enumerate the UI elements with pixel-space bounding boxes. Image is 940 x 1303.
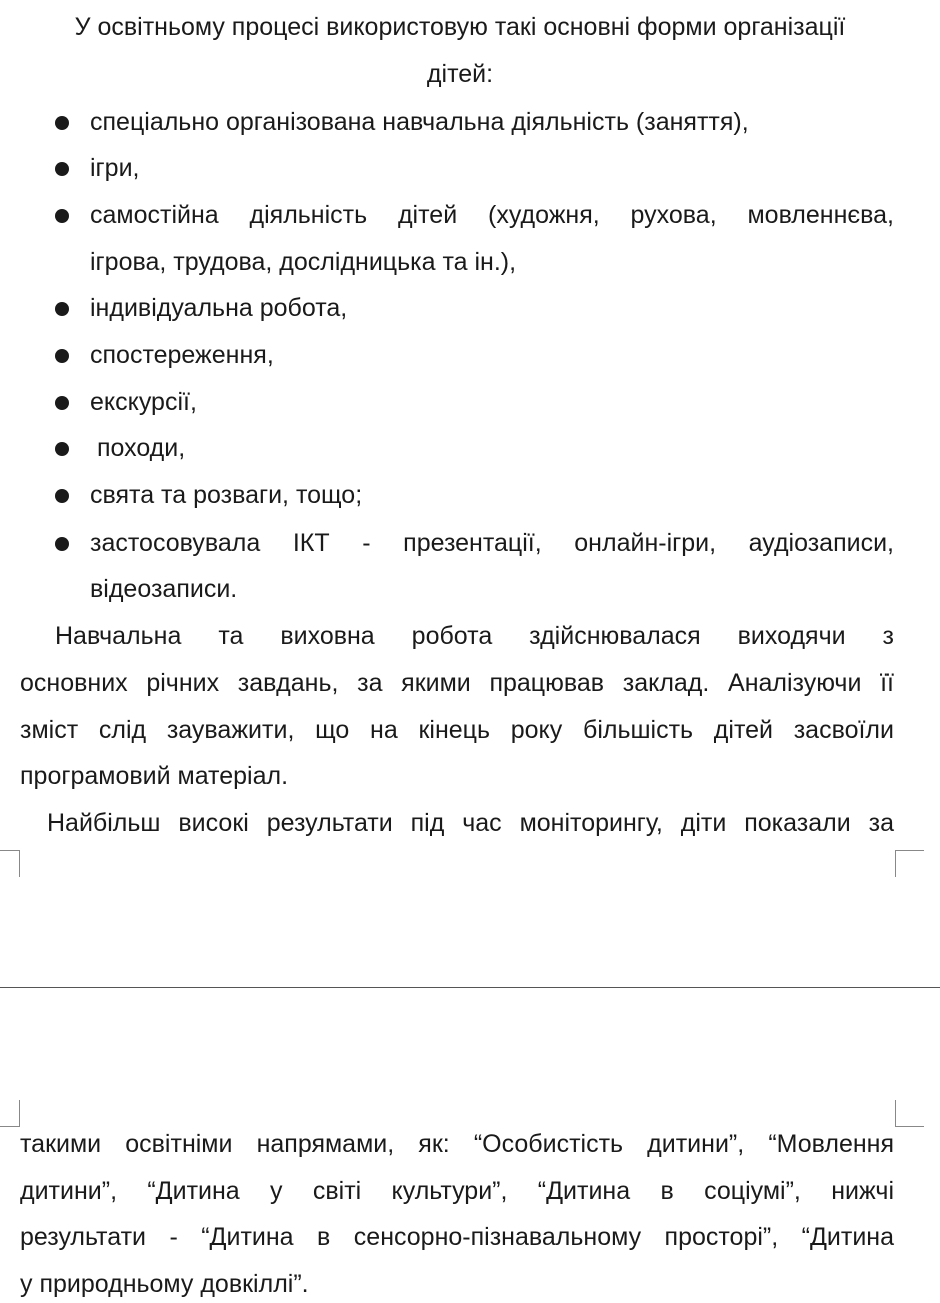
- list-item-text: ігри,: [90, 154, 140, 182]
- list-item-text-continued: ігрова, трудова, дослідницька та ін.),: [90, 248, 517, 276]
- bullet-icon: [55, 396, 69, 410]
- list-item-text: застосовувала ІКТ - презентації, онлайн-ігри, аудіозаписи,: [90, 529, 894, 557]
- bullet-icon: [55, 537, 69, 551]
- list-item-text: походи,: [90, 434, 186, 462]
- paragraph-line: результати - “Дитина в сенсорно-пізнавальному просторі”, “Дитина: [20, 1223, 894, 1251]
- list-item-text: екскурсії,: [90, 388, 197, 416]
- paragraph-line: зміст слід зауважити, що на кінець року більшість дітей засвоїли: [20, 716, 894, 744]
- bullet-icon: [55, 349, 69, 363]
- list-item-text-continued: відеозаписи.: [90, 575, 238, 603]
- page-corner-mark: [895, 1100, 924, 1127]
- bullet-icon: [55, 209, 69, 223]
- list-item-text: свята та розваги, тощо;: [90, 481, 363, 509]
- list-item-text: самостійна діяльність дітей (художня, рухова, мовленнєва,: [90, 201, 894, 229]
- bullet-icon: [55, 302, 69, 316]
- paragraph-line: дитини”, “Дитина у світі культури”, “Дитина в соціумі”, нижчі: [20, 1177, 894, 1205]
- bullet-icon: [55, 162, 69, 176]
- intro-line-2: дітей:: [426, 60, 494, 88]
- paragraph-line: у природньому довкіллі”.: [20, 1270, 309, 1298]
- intro-line-1: У освітньому процесі використовую такі основні форми організації: [74, 13, 846, 41]
- list-item-text: спеціально організована навчальна діяльність (заняття),: [90, 108, 749, 136]
- page-corner-mark: [0, 850, 20, 877]
- paragraph-line: програмовий матеріал.: [20, 762, 289, 790]
- paragraph-monitoring-line-1: Найбільш високі результати під час моніторингу, діти показали за: [47, 809, 894, 837]
- list-item-text: спостереження,: [90, 341, 274, 369]
- bullet-icon: [55, 116, 69, 130]
- paragraph-line: такими освітніми напрямами, як: “Особистість дитини”, “Мовлення: [20, 1130, 894, 1158]
- page-corner-mark: [0, 1100, 20, 1127]
- paragraph-line: основних річних завдань, за якими працював заклад. Аналізуючи її: [20, 669, 894, 697]
- list-item-text: індивідуальна робота,: [90, 294, 348, 322]
- paragraph-line: Навчальна та виховна робота здійснювалася виходячи з: [55, 622, 894, 650]
- bullet-icon: [55, 489, 69, 503]
- page-corner-mark: [895, 850, 924, 877]
- bullet-icon: [55, 442, 69, 456]
- page-break-divider: [0, 987, 940, 988]
